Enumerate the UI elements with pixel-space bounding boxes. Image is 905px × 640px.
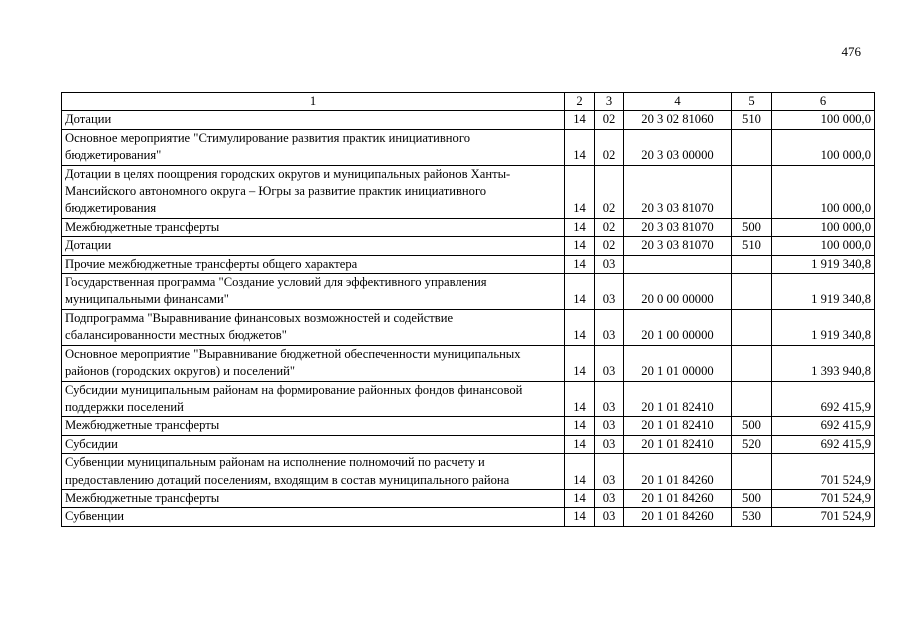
- cell-amount: 1 919 340,8: [772, 309, 875, 345]
- cell-target-article: 20 1 01 84260: [624, 454, 732, 490]
- cell-section: 14: [565, 274, 595, 310]
- budget-table: [61, 92, 875, 527]
- cell-name: Межбюджетные трансферты: [62, 417, 565, 435]
- cell-name: Основное мероприятие "Выравнивание бюджетной обеспеченности муниципальных районов (городских округов) и поселений": [62, 345, 565, 381]
- cell-subsection: 03: [595, 274, 624, 310]
- cell-expense-type: 500: [732, 417, 772, 435]
- cell-amount: 100 000,0: [772, 237, 875, 255]
- cell-amount: 692 415,9: [772, 417, 875, 435]
- cell-subsection: 02: [595, 165, 624, 218]
- cell-name: Межбюджетные трансферты: [62, 489, 565, 507]
- cell-section: 14: [565, 165, 595, 218]
- cell-name: Субвенции муниципальным районам на исполнение полномочий по расчету и предоставлению дотаций поселениям, входящим в состав муниципального района: [62, 454, 565, 490]
- table-row: [62, 508, 875, 526]
- cell-target-article: 20 1 01 84260: [624, 489, 732, 507]
- cell-amount: 701 524,9: [772, 489, 875, 507]
- table-row: [62, 454, 875, 490]
- table-row: [62, 165, 875, 218]
- column-header-expense-type: 5: [732, 93, 772, 111]
- cell-section: 14: [565, 489, 595, 507]
- cell-expense-type: [732, 165, 772, 218]
- cell-subsection: 02: [595, 237, 624, 255]
- cell-section: 14: [565, 345, 595, 381]
- column-header-target-article: 4: [624, 93, 732, 111]
- cell-section: 14: [565, 381, 595, 417]
- cell-section: 14: [565, 454, 595, 490]
- column-header-subsection: 3: [595, 93, 624, 111]
- cell-name: Субсидии: [62, 435, 565, 453]
- cell-subsection: 03: [595, 345, 624, 381]
- cell-name: Прочие межбюджетные трансферты общего характера: [62, 255, 565, 273]
- cell-name: Дотации: [62, 237, 565, 255]
- cell-target-article: 20 1 01 00000: [624, 345, 732, 381]
- table-row: [62, 274, 875, 310]
- cell-target-article: 20 1 01 84260: [624, 508, 732, 526]
- cell-expense-type: [732, 129, 772, 165]
- cell-subsection: 03: [595, 255, 624, 273]
- cell-amount: 100 000,0: [772, 165, 875, 218]
- table-row: [62, 255, 875, 273]
- table-row: [62, 489, 875, 507]
- cell-target-article: 20 3 03 81070: [624, 165, 732, 218]
- page-number: 476: [841, 44, 861, 59]
- cell-expense-type: [732, 345, 772, 381]
- cell-section: 14: [565, 255, 595, 273]
- cell-amount: 100 000,0: [772, 218, 875, 236]
- cell-target-article: 20 3 03 81070: [624, 237, 732, 255]
- cell-target-article: 20 1 01 82410: [624, 435, 732, 453]
- cell-expense-type: [732, 274, 772, 310]
- cell-expense-type: 500: [732, 489, 772, 507]
- cell-subsection: 03: [595, 454, 624, 490]
- cell-target-article: 20 1 00 00000: [624, 309, 732, 345]
- cell-expense-type: 520: [732, 435, 772, 453]
- cell-section: 14: [565, 309, 595, 345]
- table-row: [62, 237, 875, 255]
- cell-target-article: 20 0 00 00000: [624, 274, 732, 310]
- cell-subsection: 03: [595, 508, 624, 526]
- cell-section: 14: [565, 111, 595, 129]
- column-header-name: 1: [62, 93, 565, 111]
- table-row: [62, 218, 875, 236]
- cell-target-article: 20 1 01 82410: [624, 381, 732, 417]
- table-row: [62, 129, 875, 165]
- cell-expense-type: 500: [732, 218, 772, 236]
- cell-name: Государственная программа "Создание условий для эффективного управления муниципальными финансами": [62, 274, 565, 310]
- cell-expense-type: [732, 309, 772, 345]
- cell-subsection: 03: [595, 381, 624, 417]
- cell-amount: 692 415,9: [772, 435, 875, 453]
- cell-amount: 100 000,0: [772, 129, 875, 165]
- cell-target-article: 20 3 03 81070: [624, 218, 732, 236]
- cell-amount: 1 919 340,8: [772, 255, 875, 273]
- cell-expense-type: [732, 381, 772, 417]
- table-header-row: [62, 93, 875, 111]
- cell-amount: 1 919 340,8: [772, 274, 875, 310]
- cell-amount: 701 524,9: [772, 508, 875, 526]
- cell-name: Дотации: [62, 111, 565, 129]
- table-row: [62, 435, 875, 453]
- table-row: [62, 345, 875, 381]
- cell-subsection: 02: [595, 111, 624, 129]
- cell-expense-type: [732, 454, 772, 490]
- table-row: [62, 111, 875, 129]
- cell-amount: 692 415,9: [772, 381, 875, 417]
- cell-section: 14: [565, 237, 595, 255]
- cell-target-article: 20 1 01 82410: [624, 417, 732, 435]
- cell-expense-type: [732, 255, 772, 273]
- cell-section: 14: [565, 508, 595, 526]
- column-header-section: 2: [565, 93, 595, 111]
- cell-target-article: 20 3 02 81060: [624, 111, 732, 129]
- cell-section: 14: [565, 218, 595, 236]
- column-header-amount: 6: [772, 93, 875, 111]
- cell-amount: 100 000,0: [772, 111, 875, 129]
- cell-subsection: 03: [595, 417, 624, 435]
- cell-name: Дотации в целях поощрения городских округов и муниципальных районов Ханты-Мансийского автономного округа – Югры за развитие практик инициативного бюджетирования: [62, 165, 565, 218]
- cell-name: Основное мероприятие "Стимулирование развития практик инициативного бюджетирования": [62, 129, 565, 165]
- cell-name: Межбюджетные трансферты: [62, 218, 565, 236]
- cell-subsection: 02: [595, 129, 624, 165]
- cell-amount: 701 524,9: [772, 454, 875, 490]
- cell-name: Субсидии муниципальным районам на формирование районных фондов финансовой поддержки поселений: [62, 381, 565, 417]
- cell-expense-type: 510: [732, 237, 772, 255]
- cell-amount: 1 393 940,8: [772, 345, 875, 381]
- cell-subsection: 03: [595, 489, 624, 507]
- cell-expense-type: 530: [732, 508, 772, 526]
- cell-target-article: [624, 255, 732, 273]
- table-row: [62, 381, 875, 417]
- cell-subsection: 02: [595, 218, 624, 236]
- cell-subsection: 03: [595, 435, 624, 453]
- cell-name: Подпрограмма "Выравнивание финансовых возможностей и содействие сбалансированности местных бюджетов": [62, 309, 565, 345]
- cell-expense-type: 510: [732, 111, 772, 129]
- table-row: [62, 309, 875, 345]
- cell-section: 14: [565, 129, 595, 165]
- cell-section: 14: [565, 435, 595, 453]
- cell-target-article: 20 3 03 00000: [624, 129, 732, 165]
- cell-subsection: 03: [595, 309, 624, 345]
- cell-section: 14: [565, 417, 595, 435]
- cell-name: Субвенции: [62, 508, 565, 526]
- table-body: [62, 111, 875, 526]
- table-row: [62, 417, 875, 435]
